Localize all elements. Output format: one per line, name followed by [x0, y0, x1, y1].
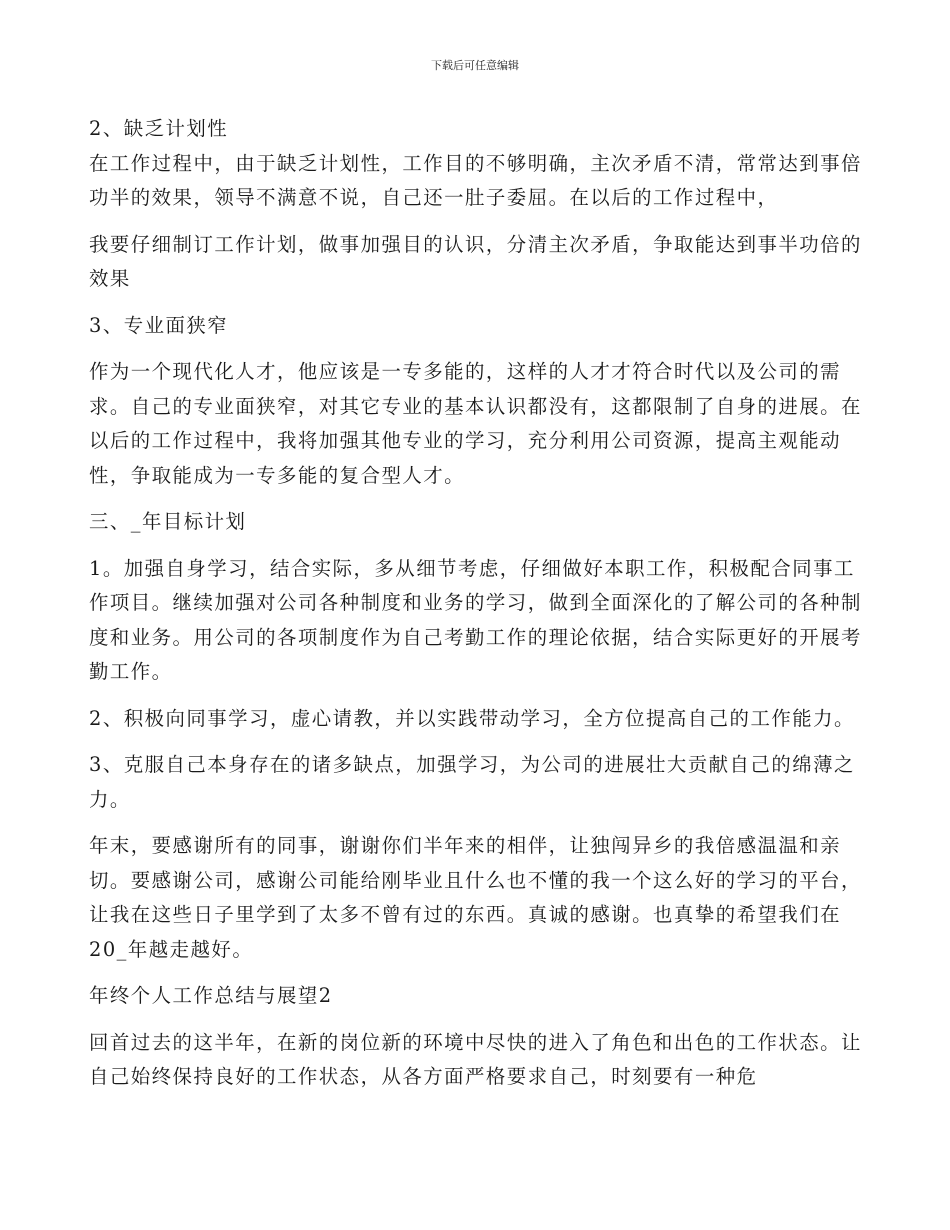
paragraph-planning-remedy: 我要仔细制订工作计划，做事加强目的认识，分清主次矛盾，争取能达到事半功倍的效果 [89, 232, 862, 290]
page-header: 下载后可任意编辑 [431, 59, 519, 72]
paragraph-thanks: 年末，要感谢所有的同事，谢谢你们半年来的相伴，让独闯异乡的我倍感温温和亲切。要感谢公司，感谢公司能给刚毕业且什么也不懂的我一个这么好的学习的平台，让我在这些日子里学到了太多不曾有过的东西。真诚的感谢。也真挚的希望我们在20_年越走越好。 [89, 834, 862, 961]
section-heading-narrow-expertise: 3、专业面狭窄 [89, 313, 229, 337]
paragraph-goal-3: 3、克服自己本身存在的诸多缺点，加强学习，为公司的进展壮大贡献自己的绵薄之力。 [89, 753, 855, 811]
paragraph-planning-issue: 在工作过程中，由于缺乏计划性，工作目的不够明确，主次矛盾不清，常常达到事倍功半的效果，领导不满意不说，自己还一肚子委屈。在以后的工作过程中， [89, 151, 862, 209]
section-heading-summary-2: 年终个人工作总结与展望2 [89, 984, 333, 1007]
paragraph-summary-2-intro: 回首过去的这半年，在新的岗位新的环境中尽快的进入了角色和出色的工作状态。让自己始终保持良好的工作状态，从各方面严格要求自己，时刻要有一种危 [89, 1030, 862, 1088]
paragraph-goal-2: 2、积极向同事学习，虚心请教，并以实践带动学习，全方位提高自己的工作能力。 [89, 706, 855, 730]
section-heading-goals: 三、_年目标计划 [89, 510, 247, 533]
document-body [89, 112, 864, 1107]
section-heading-planning: 2、缺乏计划性 [89, 117, 229, 140]
paragraph-goal-1: 1。加强自身学习，结合实际，多从细节考虑，仔细做好本职工作，积极配合同事工作项目。继续加强对公司各种制度和业务的学习，做到全面深化的了解公司的各种制度和业务。用公司的各项制度作为自己考勤工作的理论依据，结合实际更好的开展考勤工作。 [89, 556, 862, 683]
paragraph-narrow-expertise: 作为一个现代化人才，他应该是一专多能的，这样的人才才符合时代以及公司的需求。自己的专业面狭窄，对其它专业的基本认识都没有，这都限制了自身的进展。在以后的工作过程中，我将加强其他专业的学习，充分利用公司资源，提高主观能动性，争取能成为一专多能的复合型人才。 [89, 360, 862, 487]
